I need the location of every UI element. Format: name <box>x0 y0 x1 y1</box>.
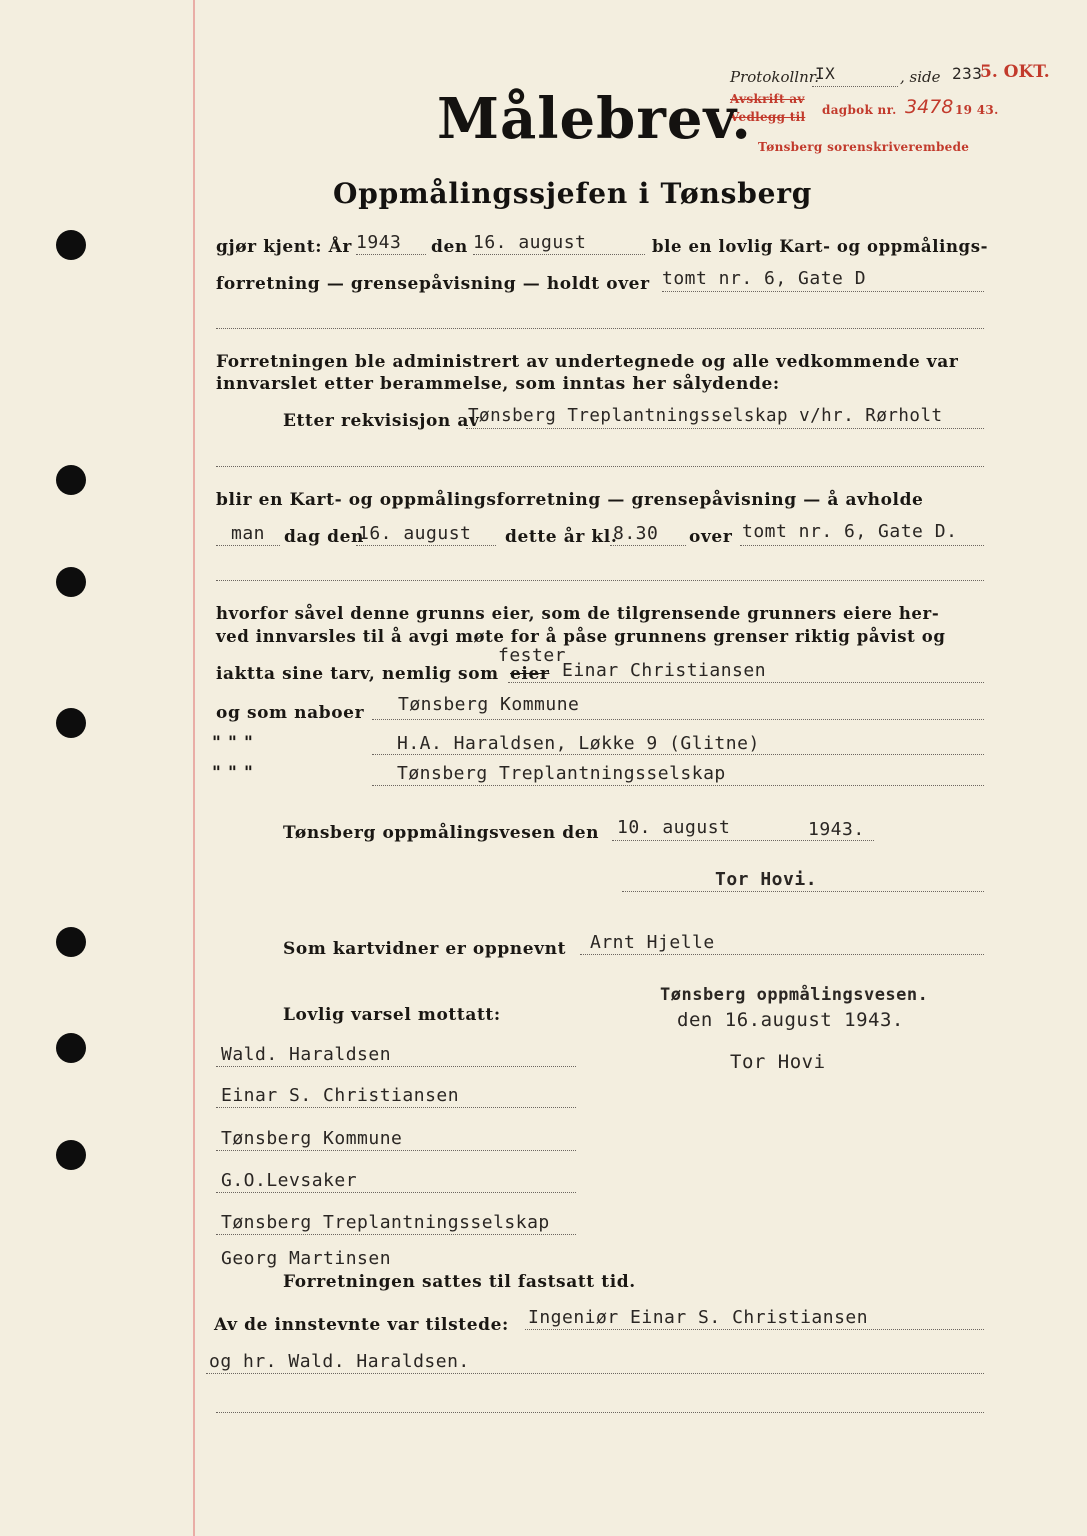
schedule-weekday: man <box>231 523 266 544</box>
schedule-date-dots <box>356 545 496 546</box>
stamp-year: 19 43. <box>955 103 999 117</box>
received-name-4: G.O.Levsaker <box>221 1170 358 1191</box>
stamp-date: 5. OKT. <box>980 62 1050 82</box>
received-signature: Tor Hovi <box>730 1051 826 1073</box>
admin-line-1: Forretningen ble administrert av undertegnede og alle vedkommende var <box>216 352 959 372</box>
received-office: Tønsberg oppmålingsvesen. <box>660 985 929 1005</box>
neighbor-3-dots <box>372 785 984 786</box>
side-number: 233 <box>952 64 983 83</box>
punch-hole <box>56 465 86 495</box>
ditto-marks-1: " " " <box>212 733 254 753</box>
witness-name: Arnt Hjelle <box>590 932 715 953</box>
stamp-strike-1: Avskrift av <box>730 92 805 106</box>
punch-hole <box>56 567 86 597</box>
schedule-time: 8.30 <box>613 523 659 544</box>
received-dots-2 <box>216 1107 576 1108</box>
received-name-1: Wald. Haraldsen <box>221 1044 392 1065</box>
protocol-dots <box>812 86 898 87</box>
received-label: Lovlig varsel mottatt: <box>283 1005 501 1025</box>
received-name-5: Tønsberg Treplantningsselskap <box>221 1212 550 1233</box>
issued-signature: Tor Hovi. <box>715 869 818 890</box>
requester-dots <box>466 428 984 429</box>
neighbors-label: og som naboer <box>216 703 365 723</box>
stamp-journal-number: 3478 <box>905 96 954 118</box>
struck-word: eier <box>510 664 550 684</box>
schedule-property-dots <box>740 545 984 546</box>
blank-dots <box>216 328 984 329</box>
received-name-6: Georg Martinsen <box>221 1248 392 1269</box>
document-title: Målebrev. <box>437 86 752 152</box>
notice-line-3: iaktta sine tarv, nemlig som <box>216 664 499 684</box>
schedule-line-1: blir en Kart- og oppmålingsforretning — grensepåvisning — å avholde <box>216 490 924 510</box>
blank-dots-2 <box>216 466 984 467</box>
schedule-property: tomt nr. 6, Gate D. <box>742 521 958 542</box>
requester: Tønsberg Treplantningsselskap v/hr. Rørholt <box>468 406 943 426</box>
issued-year: 1943. <box>808 819 865 840</box>
intro-property: tomt nr. 6, Gate D <box>662 268 867 289</box>
stamp-office: Tønsberg sorenskriverembede <box>758 140 970 154</box>
present-2-dots <box>206 1373 984 1374</box>
witness-dots <box>580 954 984 955</box>
owner-name: Einar Christiansen <box>562 660 767 681</box>
neighbor-1-dots <box>372 719 984 720</box>
margin-rule <box>193 0 195 1536</box>
ditto-marks-2: " " " <box>212 763 254 783</box>
witness-label: Som kartvidner er oppnevnt <box>283 939 567 959</box>
present-2: og hr. Wald. Haraldsen. <box>209 1351 470 1372</box>
inserted-word: fester <box>498 645 567 666</box>
notice-line-1: hvorfor såvel denne grunns eier, som de tilgrensende grunners eiere her- <box>216 604 940 623</box>
punch-hole <box>56 1033 86 1063</box>
received-dots-3 <box>216 1150 576 1151</box>
schedule-over: over <box>689 527 733 547</box>
punch-hole <box>56 927 86 957</box>
received-dots-4 <box>216 1192 576 1193</box>
admin-line-2: innvarslet etter berammelse, som inntas her sålydende: <box>216 374 780 394</box>
received-dots-1 <box>216 1066 576 1067</box>
intro-text-1: gjør kjent: År <box>216 237 352 257</box>
intro-date: 16. august <box>473 232 587 253</box>
protocol-number: IX <box>815 64 836 83</box>
received-dots-5 <box>216 1234 576 1235</box>
present-1-dots <box>525 1329 984 1330</box>
stamp-journal-label: dagbok nr. <box>822 103 897 117</box>
issued-dots <box>612 840 874 841</box>
present-label: Av de innstevnte var tilstede: <box>214 1315 509 1335</box>
issued-label: Tønsberg oppmålingsvesen den <box>283 823 600 843</box>
present-1: Ingeniør Einar S. Christiansen <box>528 1307 869 1328</box>
schedule-date: 16. august <box>358 523 472 544</box>
closing-line-1: Forretningen sattes til fastsatt tid. <box>283 1272 636 1292</box>
side-label: , side <box>900 68 941 86</box>
received-name-3: Tønsberg Kommune <box>221 1128 403 1149</box>
owner-dots <box>508 682 984 683</box>
issued-date: 10. august <box>617 817 731 838</box>
intro-date-dots <box>473 254 645 255</box>
stamp-strike-2: Vedlegg til <box>730 110 806 124</box>
intro-text-3: ble en lovlig Kart- og oppmålings- <box>652 237 989 256</box>
neighbor-3: Tønsberg Treplantningsselskap <box>397 763 726 784</box>
blank-dots-3 <box>216 580 984 581</box>
punch-hole <box>56 1140 86 1170</box>
intro-year: 1943 <box>356 232 402 253</box>
intro-text-2: den <box>431 237 468 257</box>
received-date: den 16.august 1943. <box>677 1009 904 1031</box>
schedule-time-dots <box>610 545 686 546</box>
requisition-label: Etter rekvisisjon av <box>283 411 480 431</box>
weekday-dots <box>216 545 280 546</box>
punch-hole <box>56 708 86 738</box>
issued-signature-dots <box>622 891 984 892</box>
received-name-2: Einar S. Christiansen <box>221 1085 460 1106</box>
punch-hole <box>56 230 86 260</box>
intro-text-4: forretning — grensepåvisning — holdt over <box>216 274 650 294</box>
intro-property-dots <box>662 291 984 292</box>
neighbor-2-dots <box>372 754 984 755</box>
blank-dots-4 <box>216 1412 984 1413</box>
protocol-label: Protokollnr. <box>730 68 820 86</box>
neighbor-1: Tønsberg Kommune <box>398 694 580 715</box>
schedule-dag-den: dag den <box>284 527 364 547</box>
schedule-year-label: dette år kl. <box>505 527 618 547</box>
document-subtitle: Oppmålingssjefen i Tønsberg <box>333 177 813 210</box>
neighbor-2: H.A. Haraldsen, Løkke 9 (Glitne) <box>397 733 760 754</box>
intro-year-dots <box>356 254 426 255</box>
notice-line-2: ved innvarsles til å avgi møte for å påse grunnens grenser riktig påvist og <box>216 627 946 646</box>
